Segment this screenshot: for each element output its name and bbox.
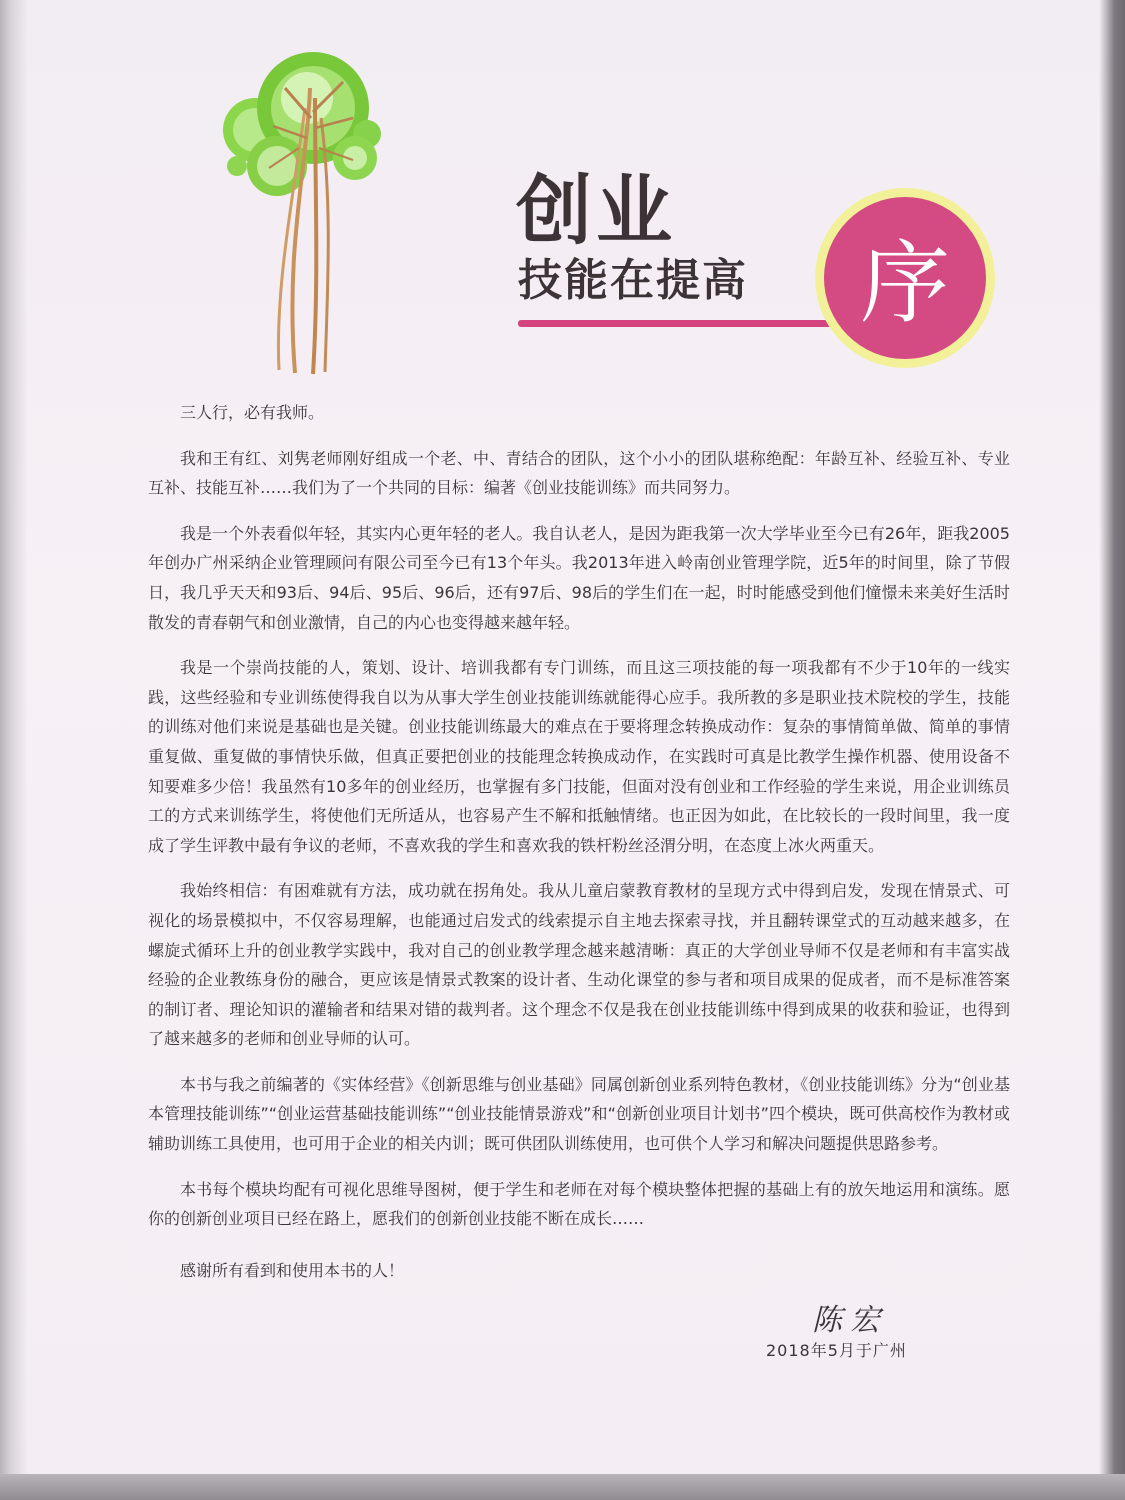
paragraph: 感谢所有看到和使用本书的人！	[180, 1260, 405, 1280]
preface-badge	[824, 197, 986, 359]
scan-bottom-edge	[0, 1474, 1125, 1500]
badge-label: 序	[860, 231, 950, 336]
paragraph: 本书与我之前编著的《实体经营》《创新思维与创业基础》同属创新创业系列特色教材，《创业技能训练》分为“创业基本管理技能训练”“创业运营基础技能训练”“创业技能情景游戏”和“创新创业项目计划书”四个模块，既可供高校作为教材或辅助训练工具使用，也可用于企业的相关内训；既可供团队训练使用，也可供个人学习和解决问题提供思路参考。	[148, 1074, 1010, 1154]
title-underline-bar	[518, 320, 848, 327]
paragraph: 我是一个外表看似年轻，其实内心更年轻的老人。我自认老人，是因为距我第一次大学毕业至今已有26年，距我2005年创办广州采纳企业管理顾问有限公司至今已有13个年头。我2013年进入岭南创业管理学院，近5年的时间里，除了节假日，我几乎天天和93后、94后、95后、96后，还有97后、98后的学生们在一起，时时能感受到他们憧憬未来美好生活时散发的青春朝气和创业激情，自己的内心也变得越来越年轻。	[148, 523, 1010, 632]
title-main: 创业	[516, 166, 676, 255]
paragraph: 我是一个崇尚技能的人，策划、设计、培训我都有专门训练，而且这三项技能的每一项我都有不少于10年的一线实践，这些经验和专业训练使得我自以为从事大学生创业技能训练就能得心应手。我所教的多是职业技术院校的学生，技能的训练对他们来说是基础也是关键。创业技能训练最大的难点在于要将理念转换成动作：复杂的事情简单做、简单的事情重复做、重复做的事情快乐做，但真正要把创业的技能理念转换成动作，在实践时可真是比教学生操作机器、使用设备不知要难多少倍！我虽然有10多年的创业经历，也掌握有多门技能，但面对没有创业和工作经验的学生来说，用企业训练员工的方式来训练学生，将使他们无所适从，也容易产生不解和抵触情绪。也正因为如此，在比较长的一段时间里，我一度成了学生评教中最有争议的老师，不喜欢我的学生和喜欢我的铁杆粉丝泾渭分明，在态度上冰火两重天。	[148, 658, 1010, 855]
paragraph: 我和王有红、刘隽老师刚好组成一个老、中、青结合的团队，这个小小的团队堪称绝配：年龄互补、经验互补、专业互补、技能互补……我们为了一个共同的目标：编著《创业技能训练》而共同努力。	[148, 448, 1010, 498]
paragraph: 本书每个模块均配有可视化思维导图树，便于学生和老师在对每个模块整体把握的基础上有的放矢地运用和演练。愿你的创新创业项目已经在路上，愿我们的创新创业技能不断在成长……	[148, 1179, 1010, 1229]
tree-illustration	[215, 48, 395, 378]
preface-body	[148, 398, 1010, 1301]
page-edge-shadow	[1099, 0, 1125, 1500]
paragraph: 三人行，必有我师。	[180, 403, 325, 422]
author-signature: 陈宏	[812, 1303, 888, 1338]
paragraph: 我始终相信：有困难就有方法，成功就在拐角处。我从儿童启蒙教育教材的呈现方式中得到启发，发现在情景式、可视化的场景模拟中，不仅容易理解，也能通过启发式的线索提示自主地去探索寻找，并且翻转课堂式的互动越来越多，在螺旋式循环上升的创业教学实践中，我对自己的创业教学理念越来越清晰：真正的大学创业导师不仅是老师和有丰富实战经验的企业教练身份的融合，更应该是情景式教案的设计者、生动化课堂的参与者和项目成果的促成者，而不是标准答案的制订者、理论知识的灌输者和结果对错的裁判者。这个理念不仅是我在创业技能训练中得到成果的收获和验证，也得到了越来越多的老师和创业导师的认可。	[148, 881, 1010, 1049]
signature-date: 2018年5月于广州	[766, 1341, 907, 1360]
title-subtitle: 技能在提高	[518, 255, 748, 306]
page-gutter-shadow	[0, 0, 28, 1500]
